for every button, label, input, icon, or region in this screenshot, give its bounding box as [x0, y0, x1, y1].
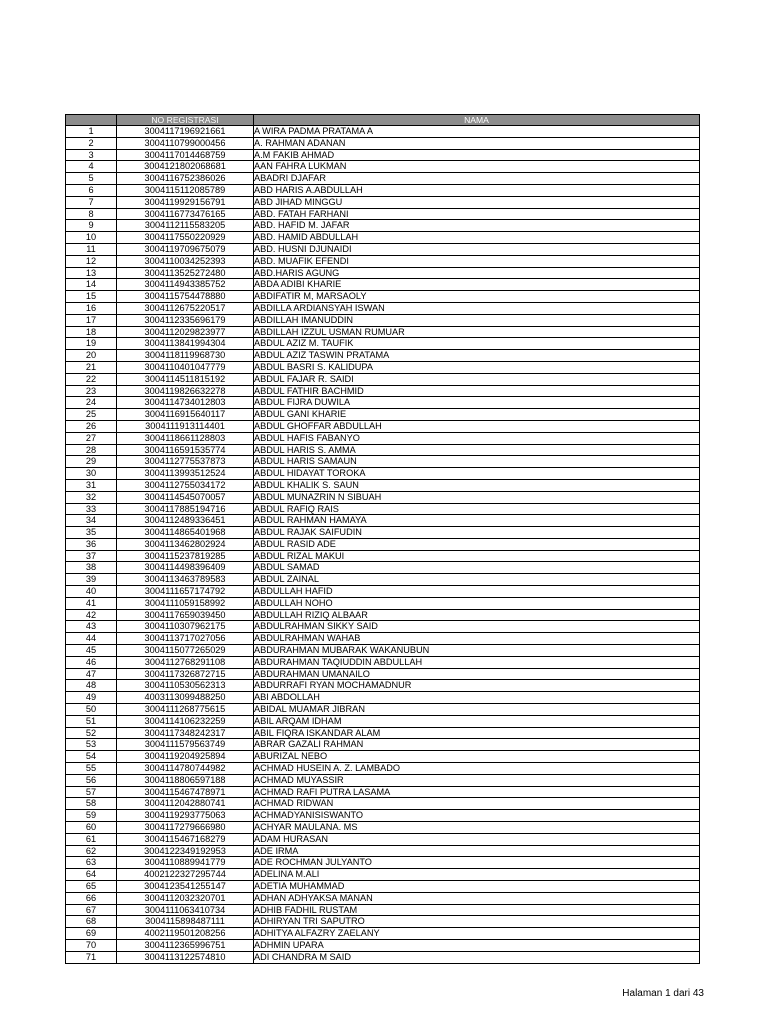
- row-number: 50: [66, 704, 117, 716]
- registration-number: 3004112675220517: [117, 302, 254, 314]
- table-row: [66, 774, 700, 786]
- table-row: [66, 668, 700, 680]
- row-number: 47: [66, 668, 117, 680]
- participant-name: ABDUL RIZAL MAKUI: [254, 550, 700, 562]
- row-number: 49: [66, 692, 117, 704]
- row-number: 16: [66, 302, 117, 314]
- row-number: 71: [66, 951, 117, 963]
- row-number: 34: [66, 515, 117, 527]
- participant-name: ABDILLAH IZZUL USMAN RUMUAR: [254, 326, 700, 338]
- participant-name: ABDUL FAJAR R. SAIDI: [254, 373, 700, 385]
- row-number: 43: [66, 621, 117, 633]
- table-body: [66, 126, 700, 964]
- registration-number: 3004111579563749: [117, 739, 254, 751]
- row-number: 44: [66, 633, 117, 645]
- row-number: 39: [66, 574, 117, 586]
- row-number: 58: [66, 798, 117, 810]
- table-row: [66, 656, 700, 668]
- table-row: [66, 220, 700, 232]
- participant-name: ABD. HAFID M. JAFAR: [254, 220, 700, 232]
- registration-number: 3004114511815192: [117, 373, 254, 385]
- table-row: [66, 715, 700, 727]
- participant-name: ACHMAD RAFI PUTRA LASAMA: [254, 786, 700, 798]
- table-row: [66, 409, 700, 421]
- participant-name: ABI ABDOLLAH: [254, 692, 700, 704]
- row-number: 37: [66, 550, 117, 562]
- registration-number: 3004114943385752: [117, 279, 254, 291]
- participant-name: ABDUL ZAINAL: [254, 574, 700, 586]
- registration-number: 3004111268775615: [117, 704, 254, 716]
- registration-number: 3004110307962175: [117, 621, 254, 633]
- registration-number: 3004112029823977: [117, 326, 254, 338]
- participant-name: ADHIB FADHIL RUSTAM: [254, 904, 700, 916]
- table-row: [66, 786, 700, 798]
- table-row: [66, 845, 700, 857]
- participant-name: A. RAHMAN ADANAN: [254, 137, 700, 149]
- participant-name: ABDUL AZIZ TASWIN PRATAMA: [254, 350, 700, 362]
- table-row: [66, 456, 700, 468]
- row-number: 57: [66, 786, 117, 798]
- registration-number: 3004119826632278: [117, 385, 254, 397]
- row-number: 5: [66, 173, 117, 185]
- table-row: [66, 420, 700, 432]
- row-number: 18: [66, 326, 117, 338]
- registration-number: 3004113717027056: [117, 633, 254, 645]
- registration-number: 3004112042880741: [117, 798, 254, 810]
- row-number: 46: [66, 656, 117, 668]
- registration-number: 3004112489336451: [117, 515, 254, 527]
- registration-number: 3004110799000456: [117, 137, 254, 149]
- participant-name: ADETIA MUHAMMAD: [254, 881, 700, 893]
- row-number: 67: [66, 904, 117, 916]
- participant-name: ABDURRAFI RYAN MOCHAMADNUR: [254, 680, 700, 692]
- participant-name: ABDUL AZIZ M. TAUFIK: [254, 338, 700, 350]
- participant-name: ABDUL RAJAK SAIFUDIN: [254, 527, 700, 539]
- registration-number: 3004114498396409: [117, 562, 254, 574]
- row-number: 12: [66, 255, 117, 267]
- registration-number: 3004112335696179: [117, 314, 254, 326]
- participant-name: ABDILLAH IMANUDDIN: [254, 314, 700, 326]
- registration-number: 3004115237819285: [117, 550, 254, 562]
- registration-number: 3004112115583205: [117, 220, 254, 232]
- row-number: 7: [66, 196, 117, 208]
- participant-name: ABDUL HAFIS FABANYO: [254, 432, 700, 444]
- registration-number: 3004115898487111: [117, 916, 254, 928]
- participant-name: ABDULLAH NOHO: [254, 597, 700, 609]
- participant-name: ABIL FIQRA ISKANDAR ALAM: [254, 727, 700, 739]
- participant-name: ABDUL GANI KHARIE: [254, 409, 700, 421]
- row-number: 51: [66, 715, 117, 727]
- table-row: [66, 810, 700, 822]
- registration-number: 3004114865401968: [117, 527, 254, 539]
- row-number: 15: [66, 291, 117, 303]
- row-number: 70: [66, 939, 117, 951]
- registration-number: 3004116773476165: [117, 208, 254, 220]
- row-number: 33: [66, 503, 117, 515]
- row-number: 22: [66, 373, 117, 385]
- row-number: 61: [66, 833, 117, 845]
- registration-number: 3004113841994304: [117, 338, 254, 350]
- participant-name: ABDUL GHOFFAR ABDULLAH: [254, 420, 700, 432]
- registration-number: 3004118661128803: [117, 432, 254, 444]
- row-number: 41: [66, 597, 117, 609]
- participant-name: ADELINA M.ALI: [254, 869, 700, 881]
- row-number: 64: [66, 869, 117, 881]
- participant-name: ABDIFATIR M, MARSAOLY: [254, 291, 700, 303]
- participant-name: ACHYAR MAULANA. MS: [254, 822, 700, 834]
- participant-name: ADI CHANDRA M SAID: [254, 951, 700, 963]
- table-row: [66, 527, 700, 539]
- registration-number: 3004112755034172: [117, 479, 254, 491]
- registration-number: 3004118806597188: [117, 774, 254, 786]
- page-number: Halaman 1 dari 43: [622, 988, 704, 999]
- participant-name: ABDUL HIDAYAT TOROKA: [254, 468, 700, 480]
- registration-number: 3004110034252393: [117, 255, 254, 267]
- participant-name: ABDUL HARIS S. AMMA: [254, 444, 700, 456]
- participant-name: ABDUL RASID ADE: [254, 538, 700, 550]
- row-number: 60: [66, 822, 117, 834]
- registration-number: 3004113525272480: [117, 267, 254, 279]
- registration-number: 3004111913114401: [117, 420, 254, 432]
- participant-name: ABDUL HARIS SAMAUN: [254, 456, 700, 468]
- table-row: [66, 243, 700, 255]
- table-row: [66, 916, 700, 928]
- table-row: [66, 645, 700, 657]
- participant-name: ABRAR GAZALI RAHMAN: [254, 739, 700, 751]
- registration-number: 3004114734012803: [117, 397, 254, 409]
- participant-name: ACHMADYANISISWANTO: [254, 810, 700, 822]
- row-number: 28: [66, 444, 117, 456]
- registration-number: 3004114780744982: [117, 763, 254, 775]
- row-number: 66: [66, 892, 117, 904]
- row-number: 8: [66, 208, 117, 220]
- table-row: [66, 904, 700, 916]
- table-row: [66, 881, 700, 893]
- row-number: 26: [66, 420, 117, 432]
- registration-number: 3004121802068681: [117, 161, 254, 173]
- table-row: [66, 822, 700, 834]
- row-number: 36: [66, 538, 117, 550]
- table-row: [66, 621, 700, 633]
- registration-number: 3004113463789583: [117, 574, 254, 586]
- table-row: [66, 291, 700, 303]
- registration-number: 3004112775537873: [117, 456, 254, 468]
- header-registration-number: NO REGISTRASI: [117, 115, 254, 126]
- participant-name: ABDUL MUNAZRIN N SIBUAH: [254, 491, 700, 503]
- row-number: 54: [66, 751, 117, 763]
- registration-number: 3004110401047779: [117, 361, 254, 373]
- table-row: [66, 126, 700, 138]
- row-number: 17: [66, 314, 117, 326]
- table-row: [66, 892, 700, 904]
- table-row: [66, 763, 700, 775]
- row-number: 19: [66, 338, 117, 350]
- participant-name: ABDULRAHMAN SIKKY SAID: [254, 621, 700, 633]
- row-number: 55: [66, 763, 117, 775]
- registration-number: 3004114545070057: [117, 491, 254, 503]
- participant-name: ABIL ARQAM IDHAM: [254, 715, 700, 727]
- table-row: [66, 385, 700, 397]
- table-row: [66, 586, 700, 598]
- row-number: 53: [66, 739, 117, 751]
- table-row: [66, 137, 700, 149]
- registration-number: 3004112032320701: [117, 892, 254, 904]
- participant-name: ABDURAHMAN UMANAILO: [254, 668, 700, 680]
- participant-name: A.M FAKIB AHMAD: [254, 149, 700, 161]
- table-row: [66, 444, 700, 456]
- row-number: 45: [66, 645, 117, 657]
- registration-number: 3004117326872715: [117, 668, 254, 680]
- registration-number: 3004117196921661: [117, 126, 254, 138]
- table-row: [66, 326, 700, 338]
- table-row: [66, 161, 700, 173]
- registration-number: 3004117550220929: [117, 232, 254, 244]
- registration-number: 3004123541255147: [117, 881, 254, 893]
- row-number: 23: [66, 385, 117, 397]
- row-number: 13: [66, 267, 117, 279]
- table-row: [66, 680, 700, 692]
- participant-name: ABDULLAH HAFID: [254, 586, 700, 598]
- participant-name: ABD. HAMID ABDULLAH: [254, 232, 700, 244]
- table-row: [66, 951, 700, 963]
- participant-name: ADE IRMA: [254, 845, 700, 857]
- registration-number: 3004115467478971: [117, 786, 254, 798]
- table-row: [66, 432, 700, 444]
- row-number: 29: [66, 456, 117, 468]
- row-number: 63: [66, 857, 117, 869]
- table-row: [66, 468, 700, 480]
- registration-number: 3004115077265029: [117, 645, 254, 657]
- row-number: 20: [66, 350, 117, 362]
- registration-number: 3004119929156791: [117, 196, 254, 208]
- registration-table: [65, 114, 700, 964]
- header-number: [66, 115, 117, 126]
- registration-number: 3004112768291108: [117, 656, 254, 668]
- registration-number: 3004117014468759: [117, 149, 254, 161]
- table-row: [66, 267, 700, 279]
- registration-number: 3004119709675079: [117, 243, 254, 255]
- row-number: 10: [66, 232, 117, 244]
- table-row: [66, 574, 700, 586]
- registration-number: 3004119204925894: [117, 751, 254, 763]
- registration-number: 4002119501208256: [117, 928, 254, 940]
- participant-name: ABD HARIS A.ABDULLAH: [254, 184, 700, 196]
- row-number: 31: [66, 479, 117, 491]
- table-row: [66, 562, 700, 574]
- participant-name: ABDUL FIJRA DUWILA: [254, 397, 700, 409]
- participant-name: ADHMIN UPARA: [254, 939, 700, 951]
- participant-name: ABDILLA ARDIANSYAH ISWAN: [254, 302, 700, 314]
- table-row: [66, 208, 700, 220]
- registration-number: 3004112365996751: [117, 939, 254, 951]
- participant-name: ACHMAD MUYASSIR: [254, 774, 700, 786]
- table-row: [66, 833, 700, 845]
- row-number: 35: [66, 527, 117, 539]
- registration-number: 3004119293775063: [117, 810, 254, 822]
- row-number: 6: [66, 184, 117, 196]
- registration-number: 3004115112085789: [117, 184, 254, 196]
- row-number: 38: [66, 562, 117, 574]
- row-number: 24: [66, 397, 117, 409]
- table-row: [66, 515, 700, 527]
- registration-number: 3004117348242317: [117, 727, 254, 739]
- registration-number: 3004116752386026: [117, 173, 254, 185]
- registration-number: 4003113099488250: [117, 692, 254, 704]
- table-row: [66, 338, 700, 350]
- registration-number: 3004117885194716: [117, 503, 254, 515]
- registration-number: 3004118119968730: [117, 350, 254, 362]
- participant-name: ACHMAD HUSEIN A. Z. LAMBADO: [254, 763, 700, 775]
- participant-name: ABDURAHMAN MUBARAK WAKANUBUN: [254, 645, 700, 657]
- participant-name: AAN FAHRA LUKMAN: [254, 161, 700, 173]
- registration-number: 3004111059158992: [117, 597, 254, 609]
- registration-number: 4002122327295744: [117, 869, 254, 881]
- table-row: [66, 491, 700, 503]
- table-row: [66, 279, 700, 291]
- registration-number: 3004110530562313: [117, 680, 254, 692]
- row-number: 56: [66, 774, 117, 786]
- table-row: [66, 550, 700, 562]
- row-number: 48: [66, 680, 117, 692]
- registration-number: 3004117279666980: [117, 822, 254, 834]
- registration-number: 3004115467168279: [117, 833, 254, 845]
- row-number: 21: [66, 361, 117, 373]
- row-number: 14: [66, 279, 117, 291]
- participant-name: ABD. MUAFIK EFENDI: [254, 255, 700, 267]
- registration-number: 3004116591535774: [117, 444, 254, 456]
- table-row: [66, 727, 700, 739]
- table-row: [66, 196, 700, 208]
- row-number: 9: [66, 220, 117, 232]
- row-number: 40: [66, 586, 117, 598]
- row-number: 30: [66, 468, 117, 480]
- participant-name: ABDA ADIBI KHARIE: [254, 279, 700, 291]
- table-row: [66, 302, 700, 314]
- row-number: 62: [66, 845, 117, 857]
- table-row: [66, 184, 700, 196]
- row-number: 65: [66, 881, 117, 893]
- registration-number: 3004115754478880: [117, 291, 254, 303]
- participant-name: ABDULLAH RIZIQ ALBAAR: [254, 609, 700, 621]
- row-number: 68: [66, 916, 117, 928]
- table-row: [66, 173, 700, 185]
- table-row: [66, 704, 700, 716]
- participant-name: ADE ROCHMAN JULYANTO: [254, 857, 700, 869]
- registration-number: 3004122349192953: [117, 845, 254, 857]
- registration-number: 3004111657174792: [117, 586, 254, 598]
- participant-name: ABDUL RAFIQ RAIS: [254, 503, 700, 515]
- registration-number: 3004116915640117: [117, 409, 254, 421]
- row-number: 27: [66, 432, 117, 444]
- table-row: [66, 928, 700, 940]
- table-row: [66, 397, 700, 409]
- participant-name: ADHIRYAN TRI SAPUTRO: [254, 916, 700, 928]
- table-row: [66, 692, 700, 704]
- participant-name: ABD.HARIS AGUNG: [254, 267, 700, 279]
- participant-name: ABDUL KHALIK S. SAUN: [254, 479, 700, 491]
- table-row: [66, 739, 700, 751]
- table-row: [66, 479, 700, 491]
- table-row: [66, 869, 700, 881]
- row-number: 1: [66, 126, 117, 138]
- participant-name: ABD. HUSNI DJUNAIDI: [254, 243, 700, 255]
- participant-name: ADHITYA ALFAZRY ZAELANY: [254, 928, 700, 940]
- table-row: [66, 857, 700, 869]
- row-number: 2: [66, 137, 117, 149]
- table-row: [66, 350, 700, 362]
- registration-number: 3004113993512524: [117, 468, 254, 480]
- row-number: 4: [66, 161, 117, 173]
- header-name: NAMA: [254, 115, 700, 126]
- participant-name: ABIDAL MUAMAR JIBRAN: [254, 704, 700, 716]
- table-header-row: [66, 115, 700, 126]
- registration-number: 3004111063410734: [117, 904, 254, 916]
- participant-name: ADAM HURASAN: [254, 833, 700, 845]
- table-row: [66, 538, 700, 550]
- participant-name: ADHAN ADHYAKSA MANAN: [254, 892, 700, 904]
- participant-name: ABDUL BASRI S. KALIDUPA: [254, 361, 700, 373]
- participant-name: ABDUL RAHMAN HAMAYA: [254, 515, 700, 527]
- table-row: [66, 373, 700, 385]
- participant-name: ABURIZAL NEBO: [254, 751, 700, 763]
- table-row: [66, 751, 700, 763]
- table-row: [66, 609, 700, 621]
- table-row: [66, 503, 700, 515]
- table-row: [66, 597, 700, 609]
- registration-number: 3004113122574810: [117, 951, 254, 963]
- participant-name: ABDUL SAMAD: [254, 562, 700, 574]
- registration-number: 3004114106232259: [117, 715, 254, 727]
- participant-name: A WIRA PADMA PRATAMA A: [254, 126, 700, 138]
- row-number: 32: [66, 491, 117, 503]
- table-row: [66, 798, 700, 810]
- table-row: [66, 314, 700, 326]
- participant-name: ABDULRAHMAN WAHAB: [254, 633, 700, 645]
- row-number: 25: [66, 409, 117, 421]
- participant-name: ABD. FATAH FARHANI: [254, 208, 700, 220]
- participant-name: ACHMAD RIDWAN: [254, 798, 700, 810]
- row-number: 3: [66, 149, 117, 161]
- participant-name: ABDURAHMAN TAQIUDDIN ABDULLAH: [254, 656, 700, 668]
- row-number: 11: [66, 243, 117, 255]
- registration-number: 3004117659039450: [117, 609, 254, 621]
- row-number: 52: [66, 727, 117, 739]
- row-number: 59: [66, 810, 117, 822]
- participant-name: ABDUL FATHIR BACHMID: [254, 385, 700, 397]
- table-row: [66, 361, 700, 373]
- row-number: 42: [66, 609, 117, 621]
- table-row: [66, 255, 700, 267]
- registration-number: 3004113462802924: [117, 538, 254, 550]
- registration-number: 3004110889941779: [117, 857, 254, 869]
- row-number: 69: [66, 928, 117, 940]
- participant-name: ABADRI DJAFAR: [254, 173, 700, 185]
- participant-name: ABD JIHAD MINGGU: [254, 196, 700, 208]
- table-row: [66, 939, 700, 951]
- table-row: [66, 149, 700, 161]
- table-row: [66, 633, 700, 645]
- table-row: [66, 232, 700, 244]
